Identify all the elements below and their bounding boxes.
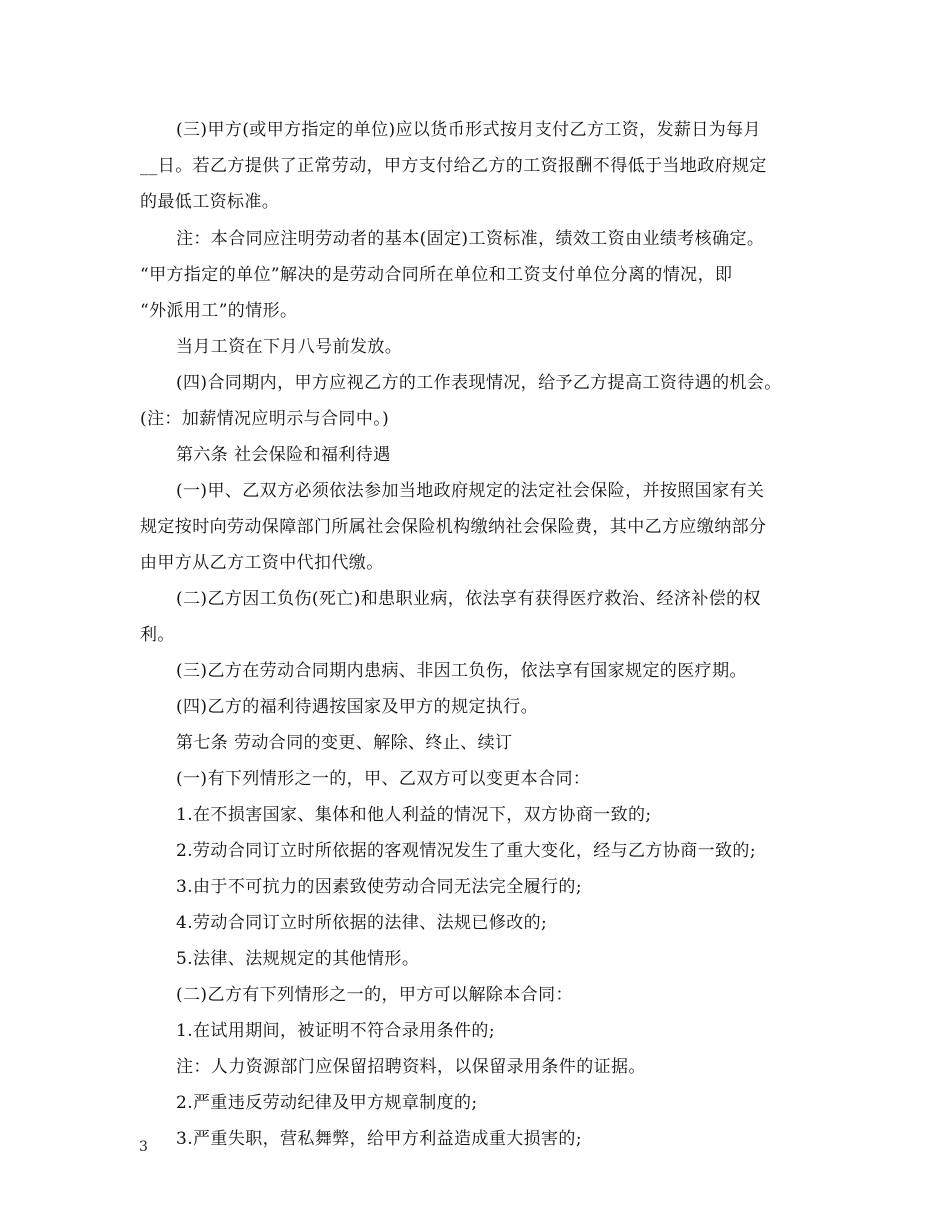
paragraph-line: 由甲方从乙方工资中代扣代缴。 bbox=[140, 553, 384, 573]
paragraph-line: (三)甲方(或甲方指定的单位)应以货币形式按月支付乙方工资，发薪日为每月 bbox=[176, 120, 761, 140]
list-item: 2.劳动合同订立时所依据的客观情况发生了重大变化，经与乙方协商一致的; bbox=[176, 841, 756, 861]
paragraph-line: (二)乙方有下列情形之一的，甲方可以解除本合同： bbox=[176, 985, 573, 1005]
paragraph-line: (一)甲、乙双方必须依法参加当地政府规定的法定社会保险，并按照国家有关 bbox=[176, 481, 765, 501]
paragraph-line: 的最低工资标准。 bbox=[140, 192, 280, 212]
paragraph-line: (一)有下列情形之一的，甲、乙双方可以变更本合同： bbox=[176, 769, 591, 789]
paragraph-line: (三)乙方在劳动合同期内患病、非因工负伤，依法享有国家规定的医疗期。 bbox=[176, 661, 747, 681]
list-item: 3.由于不可抗力的因素致使劳动合同无法完全履行的; bbox=[176, 877, 582, 897]
list-item: 1.在试用期间，被证明不符合录用条件的; bbox=[176, 1021, 495, 1041]
paragraph-line: (注：加薪情况应明示与合同中。) bbox=[140, 409, 390, 429]
list-item: 3.严重失职，营私舞弊，给甲方利益造成重大损害的; bbox=[176, 1129, 582, 1149]
list-item: 5.法律、法规规定的其他情形。 bbox=[176, 949, 420, 969]
paragraph-line: “甲方指定的单位”解决的是劳动合同所在单位和工资支付单位分离的情况，即 bbox=[140, 265, 733, 285]
paragraph-line: 利。 bbox=[140, 625, 175, 645]
paragraph-line: 规定按时向劳动保障部门所属社会保险机构缴纳社会保险费，其中乙方应缴纳部分 bbox=[140, 517, 767, 537]
list-item: 2.严重违反劳动纪律及甲方规章制度的; bbox=[176, 1093, 478, 1113]
paragraph-line: __日。若乙方提供了正常劳动，甲方支付给乙方的工资报酬不得低于当地政府规定 bbox=[140, 156, 767, 176]
section-heading: 第六条 社会保险和福利待遇 bbox=[176, 445, 391, 465]
list-item: 4.劳动合同订立时所依据的法律、法规已修改的; bbox=[176, 913, 548, 933]
paragraph-line: (四)合同期内，甲方应视乙方的工作表现情况，给予乙方提高工资待遇的机会。 bbox=[176, 373, 782, 393]
list-item: 1.在不损害国家、集体和他人利益的情况下，双方协商一致的; bbox=[176, 805, 652, 825]
paragraph-line: “外派用工”的情形。 bbox=[140, 301, 298, 321]
section-heading: 第七条 劳动合同的变更、解除、终止、续订 bbox=[176, 733, 513, 753]
paragraph-line: (四)乙方的福利待遇按国家及甲方的规定执行。 bbox=[176, 697, 539, 717]
paragraph-line: 当月工资在下月八号前发放。 bbox=[176, 337, 403, 357]
paragraph-line: 注：人力资源部门应保留招聘资料，以保留录用条件的证据。 bbox=[176, 1057, 646, 1077]
paragraph-line: (二)乙方因工负伤(死亡)和患职业病，依法享有获得医疗救治、经济补偿的权 bbox=[176, 589, 761, 609]
paragraph-line: 注：本合同应注明劳动者的基本(固定)工资标准，绩效工资由业绩考核确定。 bbox=[176, 229, 765, 249]
page-number: 3 bbox=[139, 1139, 148, 1155]
